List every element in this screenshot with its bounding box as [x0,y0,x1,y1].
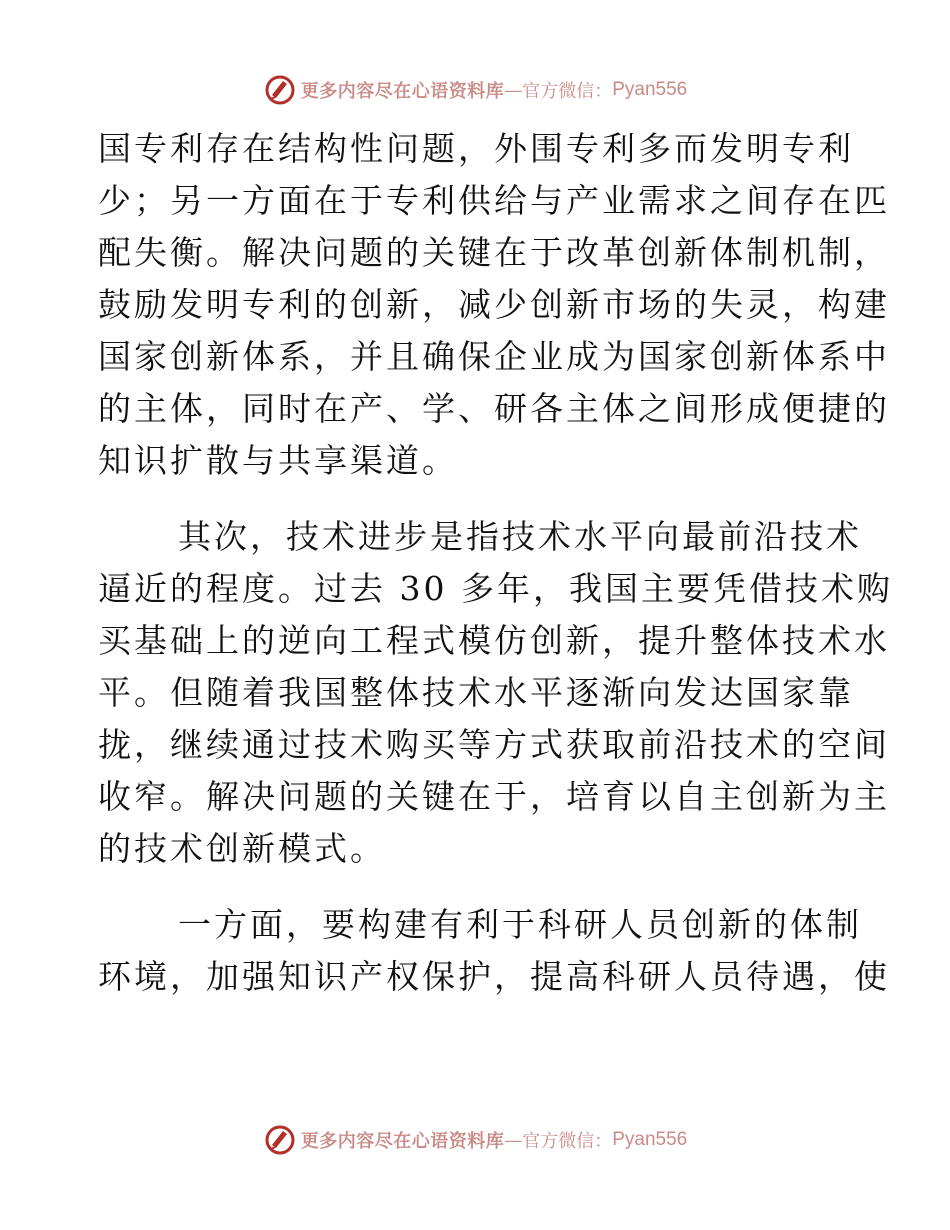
paragraph-line: 环境，加强知识产权保护，提高科研人员待遇，使 [98,957,890,996]
footer-dash: — [504,1129,523,1151]
paragraph-line: 少；另一方面在于专利供给与产业需求之间存在匹 [98,181,890,220]
paragraph-line: 一方面，要构建有利于科研人员创新的体制 [178,905,862,944]
paragraph-line: 的主体，同时在产、学、研各主体之间形成便捷的 [98,389,890,428]
paragraph-line: 鼓励发明专利的创新，减少创新市场的失灵，构建 [98,285,890,324]
paragraph-line: 配失衡。解决问题的关键在于改革创新体制机制， [98,233,890,272]
header-banner [0,70,950,110]
paragraph-line: 国家创新体系，并且确保企业成为国家创新体系中 [98,337,890,376]
paragraph-line: 买基础上的逆向工程式模仿创新，提升整体技术水 [98,621,890,660]
header-wechat-label: 官方微信： [522,81,613,102]
paragraph [98,511,893,875]
paragraph-line: 逼近的程度。过去 30 多年，我国主要凭借技术购 [98,569,893,608]
brand-logo-icon [263,1123,297,1157]
paragraph-line: 收窄。解决问题的关键在于，培育以自主创新为主 [98,777,890,816]
paragraph-line: 其次，技术进步是指技术水平向最前沿技术 [178,517,862,556]
header-wechat-id: Pyan556 [612,79,688,100]
footer-wechat-id: Pyan556 [612,1129,688,1150]
brand-logo-icon [263,73,297,107]
footer-slogan: 更多内容尽在心语资料库 [300,1131,505,1152]
paragraph-line: 知识扩散与共享渠道。 [98,441,458,480]
paragraph [98,123,890,487]
footer-wechat-label: 官方微信： [522,1131,613,1152]
header-slogan: 更多内容尽在心语资料库 [300,81,505,102]
paragraph-line: 国专利存在结构性问题，外围专利多而发明专利 [98,129,854,168]
paragraph-line: 拢，继续通过技术购买等方式获取前沿技术的空间 [98,725,890,764]
footer-banner [0,1120,950,1160]
header-dash: — [504,79,523,101]
paragraph-line: 的技术创新模式。 [98,829,386,868]
paragraph-line: 平。但随着我国整体技术水平逐渐向发达国家靠 [98,673,854,712]
paragraph [98,899,890,1003]
document-body [98,123,893,1003]
